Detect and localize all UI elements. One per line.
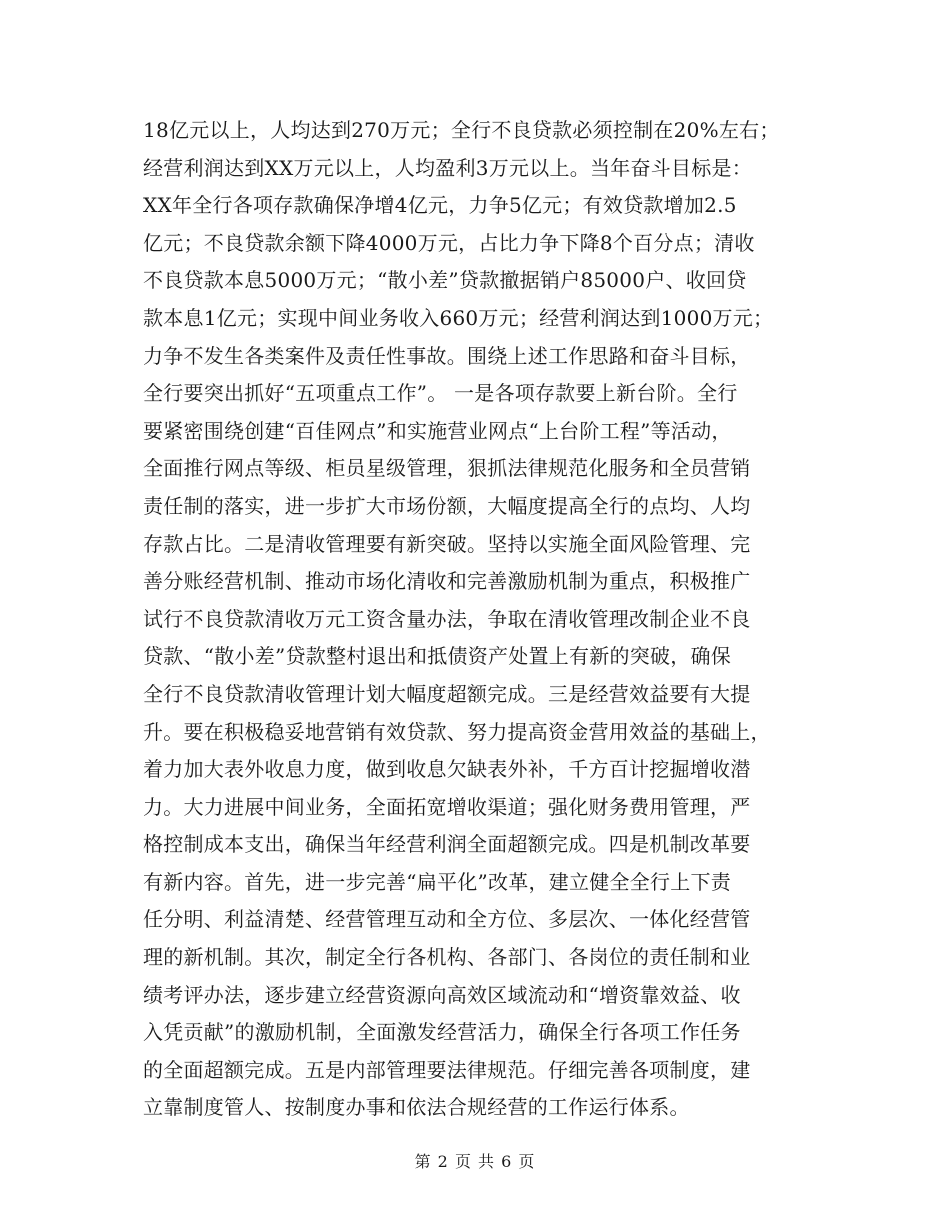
page-number-footer: 第 2 页 共 6 页: [414, 1152, 536, 1171]
text-line: 力。大力进展中间业务，全面拓宽增收渠道；强化财务费用管理，严: [143, 794, 751, 819]
text-line: 存款占比。二是清收管理要有新突破。坚持以实施全面风险管理、完: [143, 531, 751, 556]
text-line: 理的新机制。其次，制定全行各机构、各部门、各岗位的责任制和业: [143, 945, 751, 970]
body-paragraph: [143, 112, 823, 1127]
text-line: 经营利润达到XX万元以上，人均盈利3万元以上。当年奋斗目标是：: [143, 155, 752, 180]
text-line: 试行不良贷款清收万元工资含量办法，争取在清收管理改制企业不良: [143, 606, 751, 631]
text-line: 全面推行网点等级、柜员星级管理，狠抓法律规范化服务和全员营销: [143, 456, 751, 481]
text-line: 18亿元以上，人均达到270万元；全行不良贷款必须控制在20%左右；: [143, 118, 780, 142]
text-line: 任分明、利益清楚、经营管理互动和全方位、多层次、一体化经营管: [143, 907, 751, 932]
text-line: 亿元；不良贷款余额下降4000万元，占比力争下降8个百分点；清收: [143, 230, 755, 255]
text-line: 格控制成本支出，确保当年经营利润全面超额完成。四是机制改革要: [143, 832, 751, 857]
text-line: 款本息1亿元；实现中间业务收入660万元；经营利润达到1000万元；: [143, 305, 774, 330]
text-line: 责任制的落实，进一步扩大市场份额，大幅度提高全行的点均、人均: [143, 493, 751, 518]
text-line: 贷款、“散小差”贷款整村退出和抵债资产处置上有新的突破，确保: [143, 644, 731, 669]
text-line: 立靠制度管人、按制度办事和依法合规经营的工作运行体系。: [143, 1095, 690, 1120]
text-line: 要紧密围绕创建“百佳网点”和实施营业网点“上台阶工程”等活动，: [143, 418, 732, 443]
text-line: 着力加大表外收息力度，做到收息欠缺表外补，千方百计挖掘增收潜: [143, 757, 751, 782]
text-line: 入凭贡献”的激励机制，全面激发经营活力，确保全行各项工作任务: [143, 1020, 741, 1045]
text-line: 善分账经营机制、推动市场化清收和完善激励机制为重点，积极推广: [143, 569, 751, 594]
text-line: 有新内容。首先，进一步完善“扁平化”改革，建立健全全行上下责: [143, 869, 731, 894]
text-line: 不良贷款本息5000万元；“散小差”贷款撤据销户85000户、收回贷: [143, 268, 747, 293]
text-line: 全行不良贷款清收管理计划大幅度超额完成。三是经营效益要有大提: [143, 681, 751, 706]
text-line: 全行要突出抓好“五项重点工作”。 一是各项存款要上新台阶。全行: [143, 381, 738, 406]
text-line: XX年全行各项存款确保净增4亿元，力争5亿元；有效贷款增加2.5: [143, 193, 737, 218]
text-line: 的全面超额完成。五是内部管理要法律规范。仔细完善各项制度，建: [143, 1057, 751, 1082]
text-line: 力争不发生各类案件及责任性事故。围绕上述工作思路和奋斗目标，: [143, 343, 751, 368]
text-line: 升。要在积极稳妥地营销有效贷款、努力提高资金营用效益的基础上，: [143, 719, 771, 744]
text-line: 绩考评办法，逐步建立经营资源向高效区域流动和“增资靠效益、收: [143, 982, 741, 1007]
